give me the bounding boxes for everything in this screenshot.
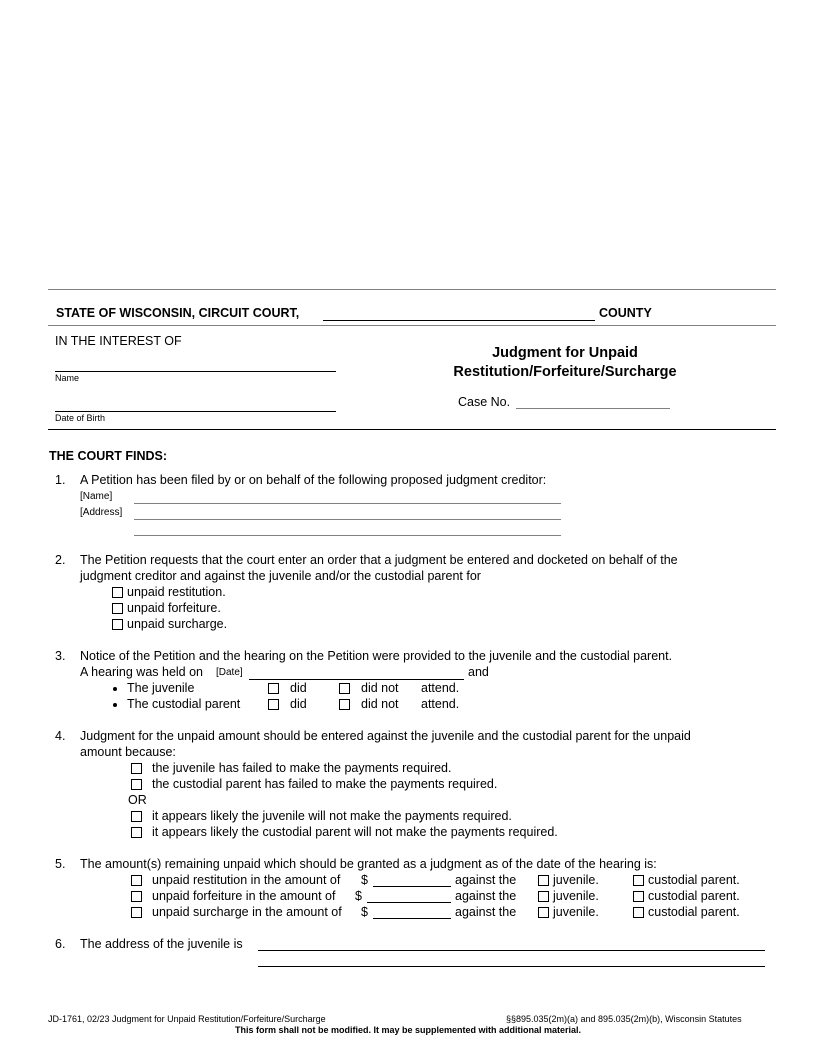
restitution-dollar: $ <box>361 873 368 887</box>
item4-or: OR <box>128 793 147 807</box>
item2-number: 2. <box>55 553 66 567</box>
attendance-who-juvenile: The juvenile <box>127 681 195 695</box>
hearing-date-label: [Date] <box>216 667 243 678</box>
form-id: JD-1761, 02/23 Judgment for Unpaid Restitution/Forfeiture/Surcharge <box>48 1014 326 1024</box>
forfeiture-against: against the <box>455 889 517 903</box>
county-label: COUNTY <box>599 306 652 320</box>
state-court-label: STATE OF WISCONSIN, CIRCUIT COURT, <box>56 306 300 320</box>
form-title-line2: Restitution/Forfeiture/Surcharge <box>453 364 677 380</box>
juvenile-failed-label: the juvenile has failed to make the payments required. <box>152 761 452 775</box>
forfeiture-amount-label: unpaid forfeiture in the amount of <box>152 889 336 903</box>
creditor-address-field-2[interactable] <box>134 535 561 536</box>
juvenile-address-field-1[interactable] <box>258 950 765 951</box>
item3-number: 3. <box>55 649 66 663</box>
item6-number: 6. <box>55 937 66 951</box>
juvenile-address-field-2[interactable] <box>258 966 765 967</box>
creditor-name-field[interactable] <box>134 503 561 504</box>
surcharge-amount-checkbox[interactable] <box>131 907 142 918</box>
statutes: §§895.035(2m)(a) and 895.035(2m)(b), Wisconsin Statutes <box>506 1014 742 1024</box>
item5-line1: The amount(s) remaining unpaid which should be granted as a judgment as of the date of the hearing is: <box>80 857 657 871</box>
header-rule <box>48 325 776 326</box>
unpaid-forfeiture-label: unpaid forfeiture. <box>127 601 221 615</box>
unpaid-restitution-checkbox[interactable] <box>112 587 123 598</box>
unpaid-restitution-label: unpaid restitution. <box>127 585 226 599</box>
hearing-and: and <box>468 665 489 679</box>
surcharge-against: against the <box>455 905 517 919</box>
restitution-amount-label: unpaid restitution in the amount of <box>152 873 341 887</box>
forfeiture-juvenile-checkbox[interactable] <box>538 891 549 902</box>
item4-number: 4. <box>55 729 66 743</box>
item1-text: A Petition has been filed by or on behalf of the following proposed judgment creditor: <box>80 473 547 487</box>
form-notice: This form shall not be modified. It may be supplemented with additional material. <box>234 1025 582 1035</box>
item2-line2: judgment creditor and against the juvenile and/or the custodial parent for <box>80 569 481 583</box>
item4-line1: Judgment for the unpaid amount should be entered against the juvenile and the custodial parent for the unpaid <box>80 729 691 743</box>
juvenile-attend-label: attend. <box>421 681 460 695</box>
juvenile-did-label: did <box>290 681 307 695</box>
restitution-amount-field[interactable] <box>373 886 451 887</box>
juvenile-likely-label: it appears likely the juvenile will not make the payments required. <box>152 809 512 823</box>
dob-label: Date of Birth <box>55 413 106 423</box>
forfeiture-dollar: $ <box>355 889 362 903</box>
restitution-amount-checkbox[interactable] <box>131 875 142 886</box>
restitution-juvenile-checkbox[interactable] <box>538 875 549 886</box>
forfeiture-parent-checkbox[interactable] <box>633 891 644 902</box>
surcharge-dollar: $ <box>361 905 368 919</box>
surcharge-juvenile-label: juvenile. <box>553 905 599 919</box>
bullet-icon <box>113 687 117 691</box>
hearing-date-field[interactable] <box>249 679 464 680</box>
attendance-who-parent: The custodial parent <box>127 697 241 711</box>
parent-likely-checkbox[interactable] <box>131 827 142 838</box>
forfeiture-amount-field[interactable] <box>367 902 451 903</box>
parent-failed-checkbox[interactable] <box>131 779 142 790</box>
item6-text: The address of the juvenile is <box>80 937 243 951</box>
bullet-icon <box>113 703 117 707</box>
forfeiture-juvenile-label: juvenile. <box>553 889 599 903</box>
item3-line1: Notice of the Petition and the hearing on the Petition were provided to the juvenile and the custodial parent. <box>80 649 673 663</box>
parent-did-label: did <box>290 697 307 711</box>
item5-number: 5. <box>55 857 66 871</box>
county-field[interactable] <box>323 320 595 321</box>
parent-likely-label: it appears likely the custodial parent will not make the payments required. <box>152 825 558 839</box>
restitution-against: against the <box>455 873 517 887</box>
parent-failed-label: the custodial parent has failed to make the payments required. <box>152 777 498 791</box>
dob-field[interactable] <box>55 411 336 412</box>
unpaid-surcharge-checkbox[interactable] <box>112 619 123 630</box>
interest-of-label: IN THE INTEREST OF <box>55 334 182 348</box>
restitution-parent-checkbox[interactable] <box>633 875 644 886</box>
juvenile-did-checkbox[interactable] <box>268 683 279 694</box>
parent-attend-label: attend. <box>421 697 460 711</box>
parent-did-not-label: did not <box>361 697 399 711</box>
restitution-parent-label: custodial parent. <box>648 873 740 887</box>
juvenile-failed-checkbox[interactable] <box>131 763 142 774</box>
unpaid-forfeiture-checkbox[interactable] <box>112 603 123 614</box>
hearing-prefix: A hearing was held on <box>80 665 204 679</box>
restitution-juvenile-label: juvenile. <box>553 873 599 887</box>
surcharge-amount-field[interactable] <box>373 918 451 919</box>
name-field[interactable] <box>55 371 336 372</box>
top-rule <box>48 289 776 290</box>
parent-did-checkbox[interactable] <box>268 699 279 710</box>
juvenile-likely-checkbox[interactable] <box>131 811 142 822</box>
court-finds-heading: THE COURT FINDS: <box>49 449 168 463</box>
header-bottom-rule <box>48 429 776 430</box>
unpaid-surcharge-label: unpaid surcharge. <box>127 617 228 631</box>
item1-number: 1. <box>55 473 66 487</box>
forfeiture-parent-label: custodial parent. <box>648 889 740 903</box>
case-no-field[interactable] <box>516 408 670 409</box>
surcharge-parent-checkbox[interactable] <box>633 907 644 918</box>
item2-line1: The Petition requests that the court enter an order that a judgment be entered and docketed on behalf of the <box>80 553 678 567</box>
creditor-address-field-1[interactable] <box>134 519 561 520</box>
item4-line2: amount because: <box>80 745 176 759</box>
form-title-line1: Judgment for Unpaid <box>492 345 638 361</box>
juvenile-did-not-label: did not <box>361 681 399 695</box>
surcharge-juvenile-checkbox[interactable] <box>538 907 549 918</box>
surcharge-parent-label: custodial parent. <box>648 905 740 919</box>
juvenile-did-not-checkbox[interactable] <box>339 683 350 694</box>
case-no-label: Case No. <box>458 395 511 409</box>
creditor-name-label: [Name] <box>80 491 113 502</box>
creditor-address-label: [Address] <box>80 507 123 518</box>
name-label: Name <box>55 373 80 383</box>
parent-did-not-checkbox[interactable] <box>339 699 350 710</box>
forfeiture-amount-checkbox[interactable] <box>131 891 142 902</box>
surcharge-amount-label: unpaid surcharge in the amount of <box>152 905 342 919</box>
